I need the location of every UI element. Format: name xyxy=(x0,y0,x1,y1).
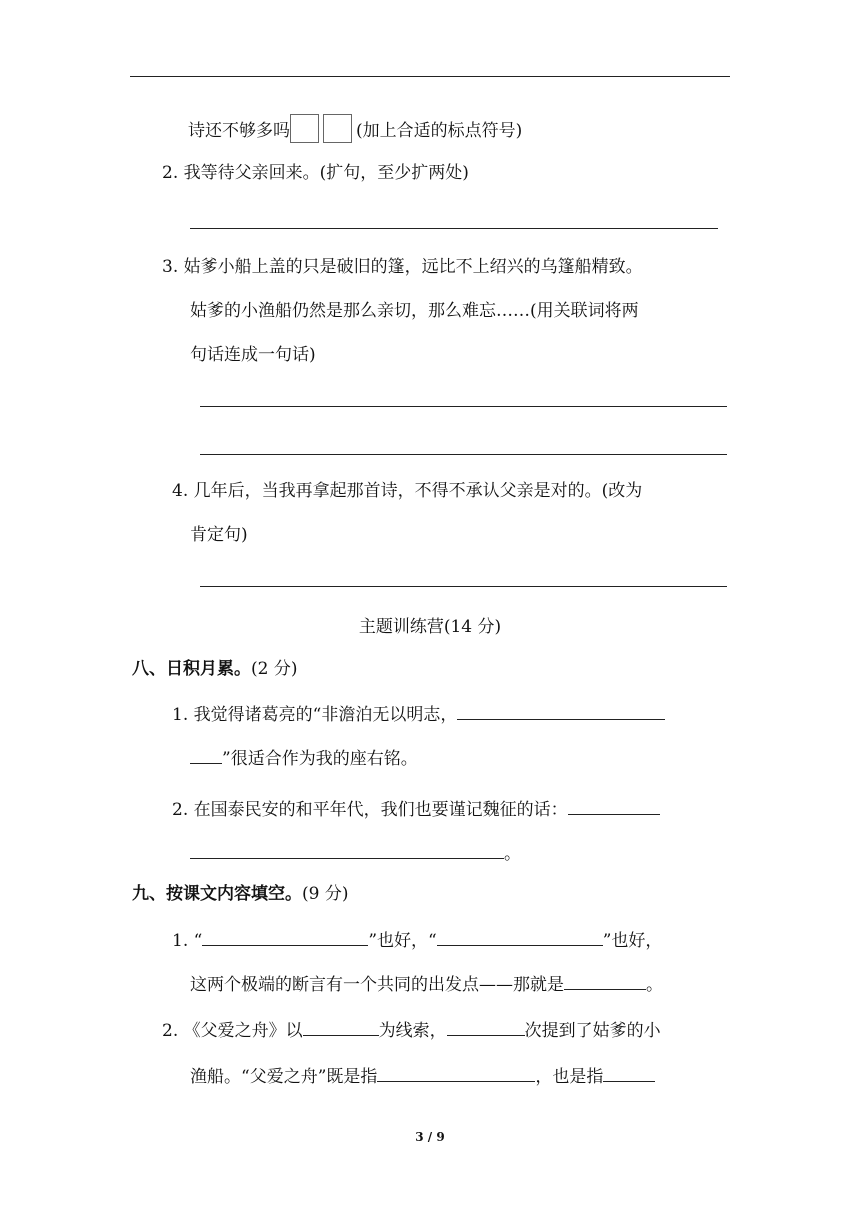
q4-answer-line[interactable] xyxy=(200,586,727,587)
s9-q1-line-2 xyxy=(190,972,663,996)
section-8-label: 八、日积月累。 xyxy=(132,659,251,679)
s8-q1-text-end: ”很适合作为我的座右铭。 xyxy=(222,749,418,769)
q3-text-2: 姑爹的小渔船仍然是那么亲切，那么难忘……(用关联词将两 xyxy=(190,301,639,321)
s9-q1-period: 。 xyxy=(646,975,663,995)
s9-q2-blank-2[interactable] xyxy=(447,1018,525,1036)
section-heading: 主题训练营(14 分) xyxy=(358,617,502,637)
s8-q1-line-2 xyxy=(190,746,418,770)
section-8-title xyxy=(132,658,297,680)
answer-box-2[interactable] xyxy=(323,114,352,143)
s9-q1-blank-3[interactable] xyxy=(564,972,646,990)
q1-continuation xyxy=(188,114,522,143)
s9-q2-blank-1[interactable] xyxy=(303,1018,379,1036)
section-9-score: (9 分) xyxy=(302,884,349,904)
q4-text-2: 肯定句) xyxy=(190,525,248,545)
s9-q1-blank-2[interactable] xyxy=(437,928,603,946)
section-9-label: 九、按课文内容填空。 xyxy=(132,884,302,904)
s8-q1-text: 1. 我觉得诸葛亮的“非澹泊无以明志， xyxy=(172,705,458,725)
q3-text-3: 句话连成一句话) xyxy=(190,345,316,365)
s8-q2-period: 。 xyxy=(504,844,521,864)
s9-q2-line-1 xyxy=(162,1018,661,1042)
s9-q1-end: ”也好， xyxy=(602,931,663,951)
header-rule xyxy=(130,76,730,77)
q3-text-1: 3. 姑爹小船上盖的只是破旧的篷，远比不上绍兴的乌篷船精致。 xyxy=(162,257,643,277)
section-9-title xyxy=(132,883,348,905)
q2-text: 2. 我等待父亲回来。(扩句，至少扩两处) xyxy=(162,163,469,183)
s9-q2-text-c: 次提到了姑爹的小 xyxy=(524,1021,661,1041)
s9-q2-blank-3[interactable] xyxy=(377,1064,535,1082)
page-number: 3 / 9 xyxy=(415,1130,445,1144)
s8-q1-line-1 xyxy=(172,702,665,726)
q3-answer-line-2[interactable] xyxy=(200,454,727,455)
s9-q1-mid: ”也好，“ xyxy=(368,931,437,951)
s9-q1-text-2: 这两个极端的断言有一个共同的出发点——那就是 xyxy=(190,975,564,995)
s9-q1-blank-1[interactable] xyxy=(202,928,368,946)
s8-q1-blank-1[interactable] xyxy=(457,702,665,720)
section-8-score: (2 分) xyxy=(251,659,298,679)
s8-q2-blank-2[interactable] xyxy=(190,841,504,859)
s9-q2-text-e: ，也是指 xyxy=(535,1067,604,1087)
s9-q2-blank-4[interactable] xyxy=(603,1064,655,1082)
answer-box-1[interactable] xyxy=(290,114,319,143)
s9-q1-line-1 xyxy=(172,928,662,952)
q2-answer-line[interactable] xyxy=(190,228,718,229)
s8-q2-blank-1[interactable] xyxy=(568,797,660,815)
q4-text-1: 4. 几年后，当我再拿起那首诗，不得不承认父亲是对的。(改为 xyxy=(172,481,643,501)
s8-q2-text: 2. 在国泰民安的和平年代，我们也要谨记魏征的话： xyxy=(172,800,568,820)
q3-answer-line-1[interactable] xyxy=(200,406,727,407)
s9-q2-text-b: 为线索， xyxy=(378,1021,447,1041)
q1-hint: (加上合适的标点符号) xyxy=(356,121,523,141)
s9-q2-line-2 xyxy=(190,1064,655,1088)
s9-q2-text-a: 2. 《父爱之舟》以 xyxy=(162,1021,303,1041)
s8-q2-line-1 xyxy=(172,797,660,821)
q1-text: 诗还不够多吗 xyxy=(188,121,290,141)
s9-q1-open: 1. “ xyxy=(172,931,203,951)
s9-q2-text-d: 渔船。“父爱之舟”既是指 xyxy=(190,1067,378,1087)
s8-q2-line-2 xyxy=(190,841,521,865)
s8-q1-blank-2[interactable] xyxy=(190,746,222,764)
